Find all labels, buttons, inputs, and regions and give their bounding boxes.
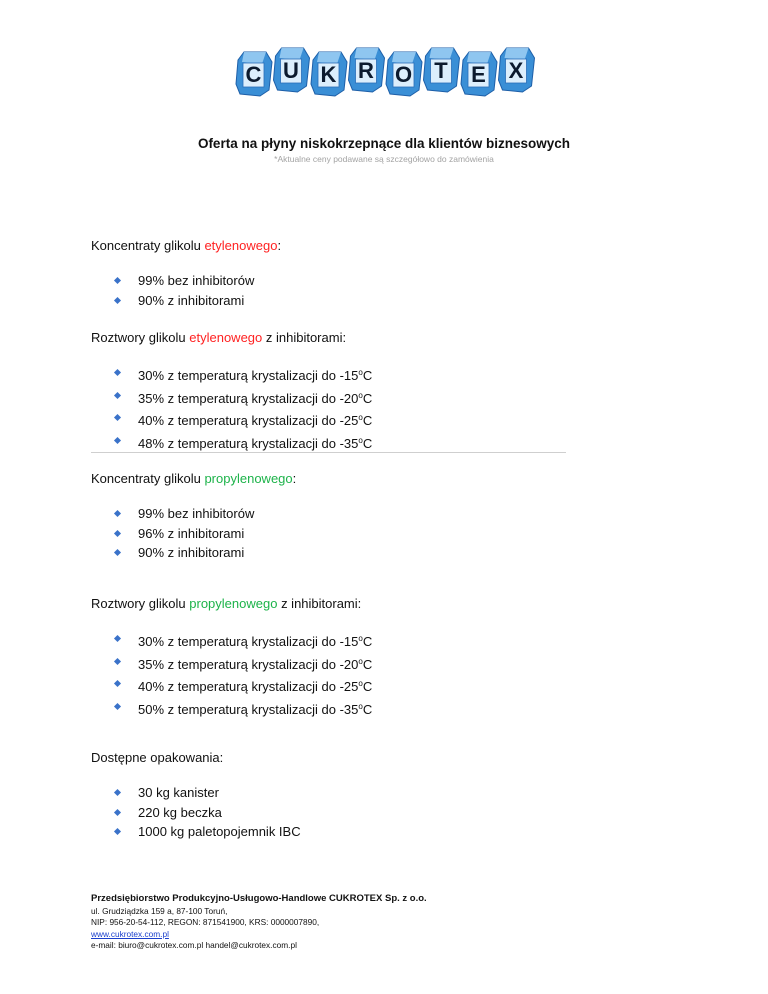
section-heading: Koncentraty glikolu propylenowego:	[91, 471, 297, 486]
diamond-bullet-icon	[114, 530, 121, 537]
list-item: 30 kg kanister	[91, 783, 591, 803]
logo-letter: R	[358, 58, 374, 83]
price-note: *Aktualne ceny podawane są szczegółowo do zamówienia	[274, 154, 494, 164]
logo-tile	[461, 52, 497, 96]
logo-letter: U	[283, 58, 299, 83]
list-item: 90% z inhibitorami	[91, 291, 591, 311]
list-item: 90% z inhibitorami	[91, 543, 591, 563]
list-item: 96% z inhibitorami	[91, 524, 591, 544]
company-registry: NIP: 956-20-54-112, REGON: 871541900, KRS: 0000007890,	[91, 917, 320, 928]
logo-tile	[349, 48, 385, 92]
section-ethylene-solutions	[91, 329, 591, 454]
list-item: 35% z temperaturą krystalizacji do -20$^o$C	[91, 386, 591, 409]
highlight-propylene: propylenowego	[204, 471, 293, 486]
diamond-bullet-icon	[114, 392, 121, 399]
item-list	[91, 629, 591, 720]
list-item: 220 kg beczka	[91, 803, 591, 823]
list-item: 50% z temperaturą krystalizacji do -35$^o$C	[91, 697, 591, 720]
section-heading: Dostępne opakowania:	[91, 750, 224, 765]
logo-letter: T	[434, 58, 448, 83]
section-heading: Koncentraty glikolu etylenowego:	[91, 238, 282, 253]
diamond-bullet-icon	[114, 437, 121, 444]
list-item: 99% bez inhibitorów	[91, 504, 591, 524]
item-list	[91, 504, 591, 563]
diamond-bullet-icon	[114, 277, 121, 284]
item-list	[91, 271, 591, 310]
diamond-bullet-icon	[114, 297, 121, 304]
logo-tile	[499, 48, 535, 92]
diamond-bullet-icon	[114, 414, 121, 421]
list-item: 99% bez inhibitorów	[91, 271, 591, 291]
section-heading: Roztwory glikolu propylenowego z inhibitorami:	[91, 596, 362, 611]
section-divider	[91, 452, 566, 453]
diamond-bullet-icon	[114, 635, 121, 642]
highlight-ethylene: etylenowego	[204, 238, 278, 253]
list-item: 40% z temperaturą krystalizacji do -25$^o$C	[91, 674, 591, 697]
section-propylene-concentrates	[91, 470, 591, 563]
highlight-propylene: propylenowego	[189, 596, 278, 611]
company-footer	[91, 892, 591, 951]
list-item: 30% z temperaturą krystalizacji do -15$^o$C	[91, 363, 591, 386]
section-packaging	[91, 749, 591, 842]
diamond-bullet-icon	[114, 809, 121, 816]
cukrotex-logo	[234, 46, 536, 100]
company-emails: e-mail: biuro@cukrotex.com.pl handel@cukrotex.com.pl	[91, 939, 297, 950]
diamond-bullet-icon	[114, 828, 121, 835]
item-list	[91, 363, 591, 454]
list-item: 1000 kg paletopojemnik IBC	[91, 822, 591, 842]
diamond-bullet-icon	[114, 510, 121, 517]
logo-tile	[424, 48, 460, 92]
list-item: 48% z temperaturą krystalizacji do -35$^o$C	[91, 431, 591, 454]
section-heading: Roztwory glikolu etylenowego z inhibitorami:	[91, 330, 347, 345]
logo-tile	[386, 52, 422, 96]
logo-letter: E	[471, 62, 486, 87]
diamond-bullet-icon	[114, 658, 121, 665]
list-item: 30% z temperaturą krystalizacji do -15$^o$C	[91, 629, 591, 652]
section-propylene-solutions	[91, 595, 591, 720]
logo-tile	[274, 48, 310, 92]
diamond-bullet-icon	[114, 369, 121, 376]
logo-letter: X	[508, 58, 524, 83]
logo-letter: C	[245, 62, 262, 87]
diamond-bullet-icon	[114, 680, 121, 687]
company-name: Przedsiębiorstwo Produkcyjno-Usługowo-Handlowe CUKROTEX Sp. z o.o.	[91, 893, 427, 904]
company-address: ul. Grudziądzka 159 a, 87-100 Toruń,	[91, 906, 228, 916]
highlight-ethylene: etylenowego	[189, 330, 263, 345]
list-item: 40% z temperaturą krystalizacji do -25$^o$C	[91, 408, 591, 431]
website-link[interactable]: www.cukrotex.com.pl	[91, 928, 169, 939]
logo-tile	[311, 52, 347, 96]
diamond-bullet-icon	[114, 703, 121, 710]
logo-letter: O	[394, 62, 413, 87]
item-list	[91, 783, 591, 842]
diamond-bullet-icon	[114, 549, 121, 556]
logo-letter: K	[320, 62, 337, 87]
logo-tile	[236, 52, 272, 96]
list-item: 35% z temperaturą krystalizacji do -20$^o$C	[91, 652, 591, 675]
section-ethylene-concentrates	[91, 237, 591, 310]
diamond-bullet-icon	[114, 789, 121, 796]
page-title: Oferta na płyny niskokrzepnące dla klientów biznesowych	[197, 136, 571, 151]
